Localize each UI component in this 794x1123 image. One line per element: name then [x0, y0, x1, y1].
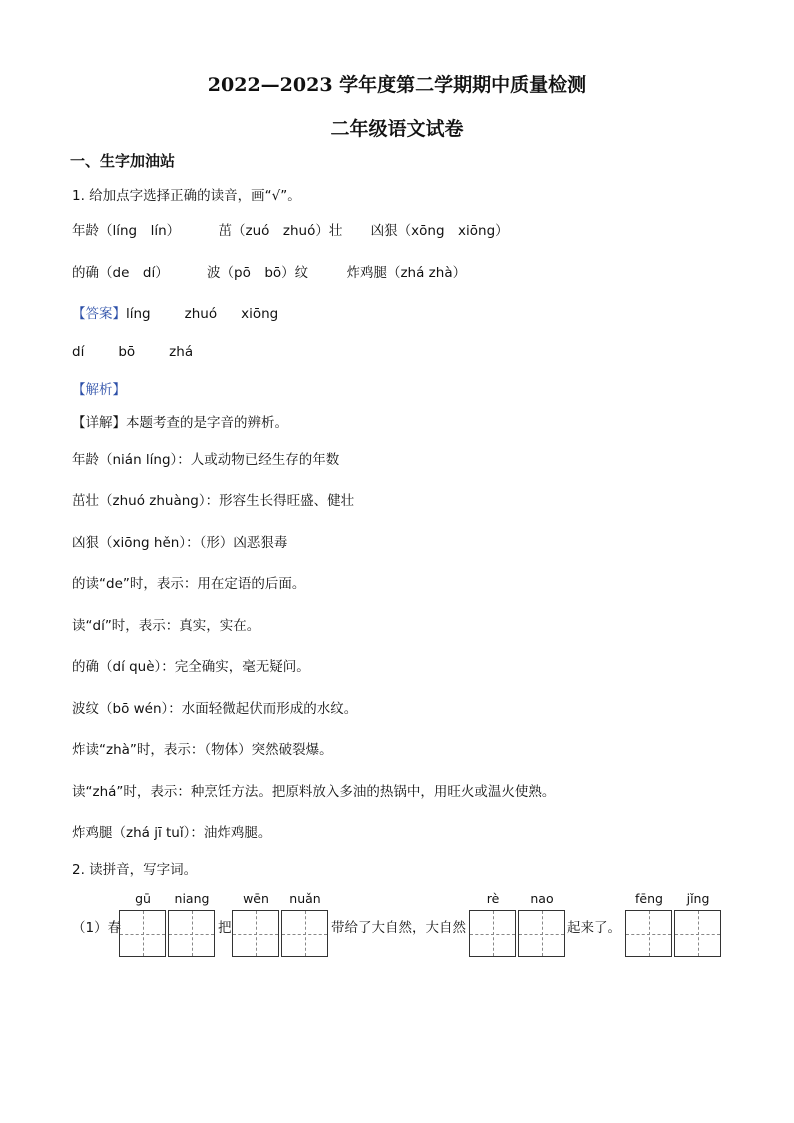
pinyin-label: wēn — [243, 891, 269, 906]
q1-option: 波（pō bō）纹 — [207, 265, 309, 281]
answer-item: zhá — [169, 344, 194, 360]
explanation-line: 读“dí”时，表示：真实，实在。 — [72, 618, 261, 634]
answer-item: dí — [72, 344, 85, 360]
pinyin-label: nao — [530, 891, 554, 906]
detail-line — [72, 411, 288, 431]
question-1-prompt: 1. 给加点字选择正确的读音，画“√”。 — [72, 188, 301, 204]
explanation-line: 的确（dí què）：完全确实，毫无疑问。 — [72, 659, 310, 675]
explanation-line: 读“zhá”时，表示：种烹饪方法。把原料放入多油的热锅中，用旺火或温火使熟。 — [72, 784, 556, 800]
detail-label: 【详解】 — [72, 415, 126, 431]
explanation-line: 茁壮（zhuó zhuàng）：形容生长得旺盛、健壮 — [72, 493, 355, 509]
section-heading: 一、生字加油站 — [70, 152, 176, 170]
q1-option: 凶狠（xōng xiōng） — [370, 223, 509, 239]
sentence-fragment: 起来了。 — [567, 920, 621, 936]
writing-box[interactable] — [469, 910, 516, 957]
sentence-fragment: 把 — [218, 920, 232, 936]
answer-item: líng — [126, 306, 151, 322]
pinyin-label: niang — [174, 891, 210, 906]
pinyin-label: nuǎn — [289, 891, 321, 906]
question-2-prompt: 2. 读拼音，写字词。 — [72, 862, 198, 878]
writing-box[interactable] — [232, 910, 279, 957]
q1-option: 的确（de dí） — [72, 265, 169, 281]
writing-box[interactable] — [674, 910, 721, 957]
page-title: 2022—2023 学年度第二学期期中质量检测 — [207, 74, 587, 96]
writing-box[interactable] — [119, 910, 166, 957]
answer-label: 【答案】 — [72, 306, 126, 322]
analysis-label: 【解析】 — [72, 382, 126, 398]
explanation-line: 波纹（bō wén）：水面轻微起伏而形成的水纹。 — [72, 701, 358, 717]
q1-answer-row-2 — [72, 344, 193, 360]
q1-option-row-1 — [72, 219, 509, 239]
q1-option: 茁（zuó zhuó）壮 — [218, 223, 343, 239]
writing-box[interactable] — [518, 910, 565, 957]
pinyin-label: gū — [135, 891, 151, 906]
q1-answer-row-1 — [72, 302, 278, 322]
q1-option: 年龄（líng lín） — [72, 223, 181, 239]
explanation-line: 年龄（nián líng）：人或动物已经生存的年数 — [72, 452, 340, 468]
detail-text: 本题考查的是字音的辨析。 — [126, 415, 288, 431]
answer-item: zhuó — [184, 306, 218, 322]
explanation-line: 的读“de”时，表示：用在定语的后面。 — [72, 576, 306, 592]
q1-option-row-2 — [72, 261, 466, 281]
pinyin-label: rè — [486, 891, 500, 906]
writing-box[interactable] — [625, 910, 672, 957]
explanation-line: 炸鸡腿（zhá jī tuǐ）：油炸鸡腿。 — [72, 825, 272, 841]
answer-item: xiōng — [241, 306, 279, 322]
answer-item: bō — [118, 344, 136, 360]
writing-box[interactable] — [168, 910, 215, 957]
explanation-line: 炸读“zhà”时，表示：（物体）突然破裂爆。 — [72, 742, 333, 758]
sentence-fragment: 带给了大自然，大自然 — [331, 920, 466, 936]
sentence-fragment: （1）春 — [72, 920, 122, 936]
pinyin-label: jǐng — [686, 891, 710, 906]
q1-option: 炸鸡腿（zhá zhà） — [346, 265, 467, 281]
explanation-line: 凶狠（xiōng hěn）：（形）凶恶狠毒 — [72, 535, 288, 551]
pinyin-label: fēng — [635, 891, 663, 906]
page-subtitle: 二年级语文试卷 — [330, 118, 464, 140]
writing-box[interactable] — [281, 910, 328, 957]
